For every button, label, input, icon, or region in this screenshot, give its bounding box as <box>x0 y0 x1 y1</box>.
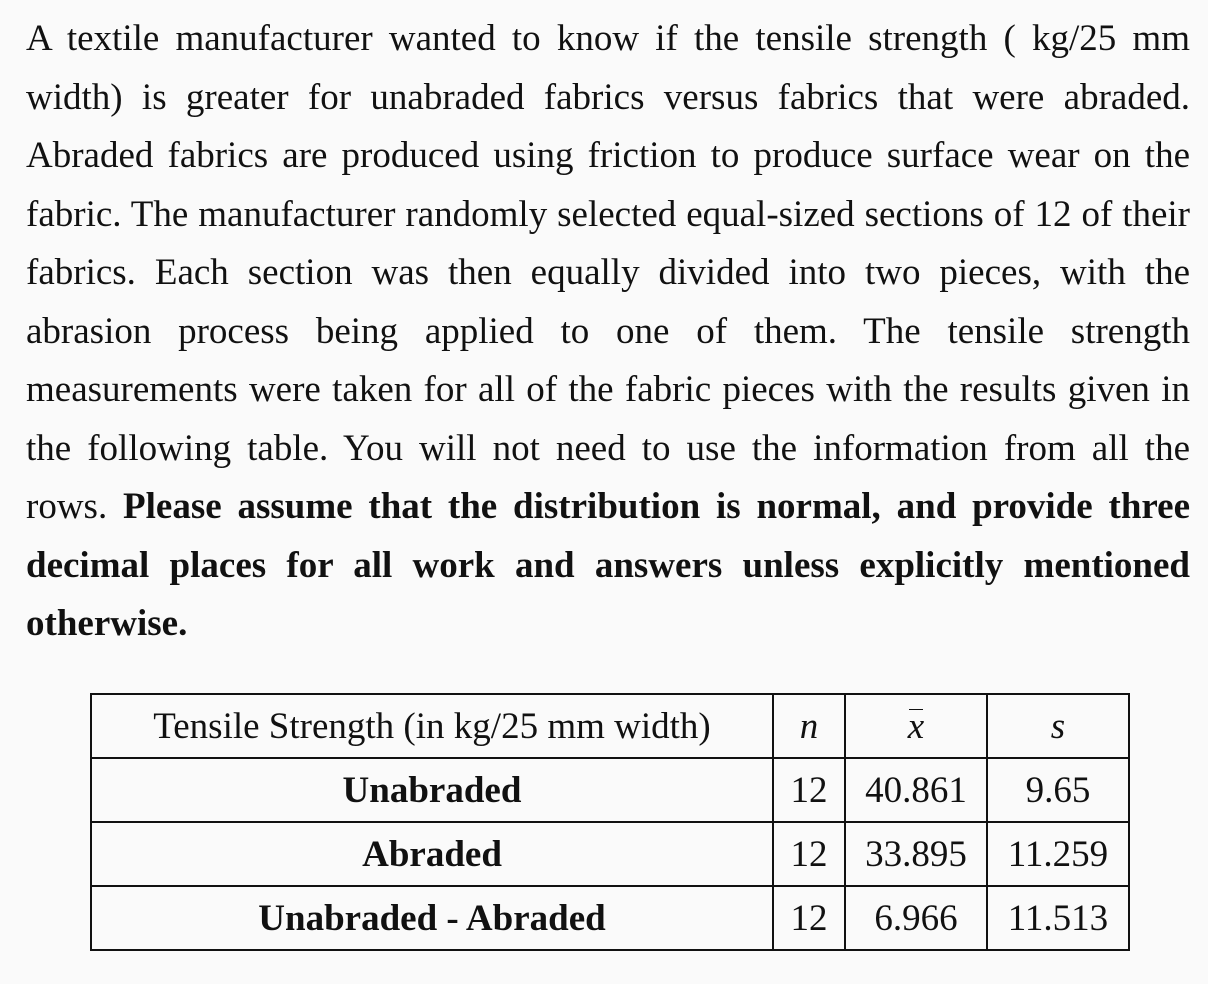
header-label-unit: kg/25 mm width <box>453 705 699 747</box>
cell-n: 12 <box>773 822 845 886</box>
cell-n: 12 <box>773 758 845 822</box>
header-n: n <box>773 694 845 758</box>
cell-xbar: 33.895 <box>845 822 987 886</box>
problem-instructions: Please assume that the distribution is normal, and provide three decimal places for all work and answers unless explicitly mentioned otherwise. <box>26 486 1190 644</box>
row-label: Unabraded <box>91 758 773 822</box>
cell-n: 12 <box>773 886 845 950</box>
cell-s: 9.65 <box>987 758 1129 822</box>
cell-xbar: 40.861 <box>845 758 987 822</box>
cell-s: 11.513 <box>987 886 1129 950</box>
cell-xbar: 6.966 <box>845 886 987 950</box>
cell-s: 11.259 <box>987 822 1129 886</box>
header-label-prefix: Tensile Strength (in <box>153 705 454 747</box>
header-label-suffix: ) <box>698 705 711 747</box>
header-xbar <box>845 694 987 758</box>
tensile-strength-table <box>90 693 1130 951</box>
row-label: Unabraded - Abraded <box>91 886 773 950</box>
row-label: Abraded <box>91 822 773 886</box>
problem-statement <box>26 10 1190 654</box>
table-header-row <box>91 694 1129 758</box>
table-row <box>91 822 1129 886</box>
xbar-symbol: x <box>907 705 925 747</box>
header-label <box>91 694 773 758</box>
table-row <box>91 758 1129 822</box>
problem-text: A textile manufacturer wanted to know if the tensile strength ( kg/25 mm width) is greater for unabraded fabrics versus fabrics that were abraded. Abraded fabrics are produced using friction to produce surface wear on the fabric. The manufacturer randomly selected equal-sized sections of 12 of their fabrics. Each section was then equally divided into two pieces, with the abrasion process being applied to one of them. The tensile strength measurements were taken for all of the fabric pieces with the results given in the following table. You will not need to use the information from all the rows. <box>26 18 1190 527</box>
header-s: s <box>987 694 1129 758</box>
table-row <box>91 886 1129 950</box>
